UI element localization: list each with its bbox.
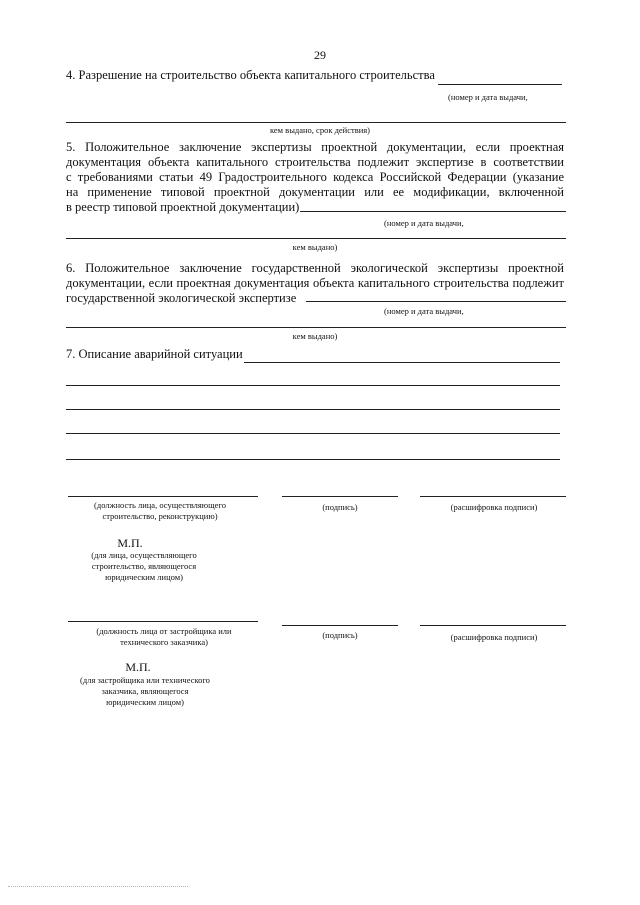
item5-line-2: документация объекта капитального строительства подлежит экспертизе в соответствии [66, 155, 564, 169]
scan-artifact [8, 886, 188, 887]
sig2-stamp-note: (для застройщика или технического заказчика, являющегося юридическим лицом) [80, 675, 210, 707]
item5-line-5: в реестр типовой проектной документации) [66, 200, 300, 214]
item4-caption-issued-by: кем выдано, срок действия) [269, 125, 371, 135]
sig2-position-line [68, 621, 258, 622]
item7-line-4 [66, 433, 560, 434]
item6-block [66, 261, 564, 306]
sig1-stamp-label: М.П. [117, 536, 143, 550]
sig1-decoding-caption: (расшифровка подписи) [450, 502, 538, 512]
sig1-signature-line [282, 496, 398, 497]
item7-line-2 [66, 385, 560, 386]
item6-line-2: документации, если проектная документация объекта капитального строительства подлежит [66, 276, 564, 290]
item7-fill-line [244, 362, 560, 363]
item7-line-3 [66, 409, 560, 410]
item5-line-4: на применение типовой проектной документации или ее модификации, включенной [66, 185, 564, 199]
item7-line-5 [66, 459, 560, 460]
item6-line-2-fill [66, 327, 566, 328]
item5-caption-issued-by: кем выдано) [292, 242, 338, 252]
sig2-stamp-label: М.П. [125, 660, 151, 674]
item4-line-2 [66, 122, 566, 123]
item4-caption-number-date: (номер и дата выдачи, [448, 92, 528, 102]
sig1-signature-caption: (подпись) [322, 502, 358, 512]
sig1-decoding-line [420, 496, 566, 497]
item6-fill-line [306, 301, 566, 302]
sig2-signature-caption: (подпись) [322, 630, 358, 640]
page-number: 29 [314, 48, 326, 62]
item6-line-3: государственной экологической экспертизе [66, 291, 297, 305]
item6-caption-number-date: (номер и дата выдачи, [384, 306, 464, 316]
item4-text: 4. Разрешение на строительство объекта капитального строительства [66, 68, 435, 82]
item7-text: 7. Описание аварийной ситуации [66, 347, 243, 361]
item5-line-2-fill [66, 238, 566, 239]
item6-caption-issued-by: кем выдано) [292, 331, 338, 341]
sig2-decoding-caption: (расшифровка подписи) [450, 632, 538, 642]
sig1-stamp-note: (для лица, осуществляющего строительство, являющегося юридическим лицом) [91, 550, 197, 582]
item5-line-1: 5. Положительное заключение экспертизы проектной документации, если проектная [66, 140, 564, 154]
sig1-position-line [68, 496, 258, 497]
item5-block [66, 140, 564, 215]
item5-fill-line [300, 211, 566, 212]
sig2-position-caption: (должность лица от застройщика или технического заказчика) [96, 626, 232, 647]
item5-caption-number-date: (номер и дата выдачи, [384, 218, 464, 228]
item5-line-3: с требованиями статьи 49 Градостроительного кодекса Российской Федерации (указание [66, 170, 564, 184]
item4-fill-line [438, 84, 562, 85]
sig1-position-caption: (должность лица, осуществляющего строительство, реконструкцию) [94, 500, 226, 521]
sig2-decoding-line [420, 625, 566, 626]
item6-line-1: 6. Положительное заключение государственной экологической экспертизы проектной [66, 261, 564, 275]
sig2-signature-line [282, 625, 398, 626]
